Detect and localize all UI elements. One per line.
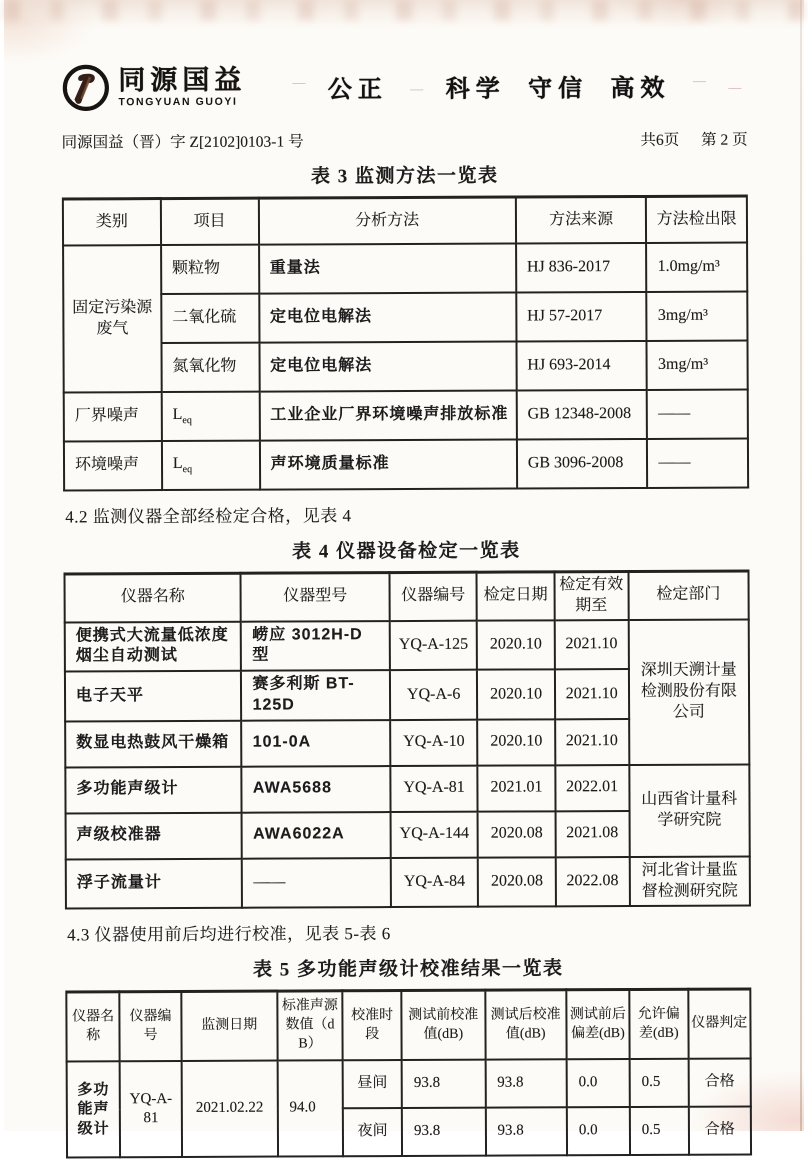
header-cell: 允许偏差(dB) [629,990,688,1059]
table-row [63,341,747,393]
cell-instrument-name: 声级校准器 [66,812,243,859]
cell-code: YQ-A-81 [120,1061,182,1157]
document-sheet [4,0,808,1159]
header-cell: 仪器编号 [389,572,477,620]
cell-date: 2020.10 [478,719,555,765]
header-cell: 分析方法 [258,197,515,245]
cell-department: 深圳天溯计量检测股份有限公司 [628,619,749,765]
header-cell: 测试前校准值(dB) [401,991,485,1061]
letterhead [61,57,747,116]
cell-source: GB 3096-2008 [517,439,648,489]
table-header-row [66,989,750,1061]
header-cell: 测试前后偏差(dB) [566,990,629,1059]
cell-source: GB 12348-2008 [516,390,647,440]
cell-model: —— [242,858,391,908]
cell-valid: 2022.01 [555,765,629,811]
cell-department: 河北省计量监督检测研究院 [629,856,750,906]
cell-model: 赛多利斯 BT-125D [241,670,390,720]
header-cell: 仪器名称 [66,992,120,1061]
section-4-3: 4.3 仪器使用前后均进行校准，见表 5-表 6 [67,924,391,945]
header-cell: 检定有效期至 [554,572,628,620]
cell-code: YQ-A-144 [390,811,478,857]
cell-after: 93.8 [485,1107,567,1155]
brand-block [61,62,246,112]
cell-code: YQ-A-10 [390,719,478,765]
cell-date: 2021.01 [478,765,555,811]
table-row [63,243,747,295]
cell-after: 93.8 [485,1059,567,1107]
cell-result: 合格 [689,1107,752,1155]
sound-level-meter-calibration-table [65,988,752,1159]
cell-item: $L_{eq}$ [162,441,260,490]
cell-period: 昼间 [343,1060,402,1108]
cell-instrument-name: 多功能声级计 [67,1061,121,1157]
cell-source: HJ 836-2017 [516,243,647,293]
table-row [65,619,749,672]
slogan-shouxin: 守信 [528,74,589,102]
section-4-2: 4.2 监测仪器全部经检定合格，见表 4 [65,506,352,527]
table-header-row [65,571,749,622]
table-row [65,764,749,813]
cell-allowed: 0.5 [630,1107,689,1155]
cell-limit: 3mg/m³ [647,292,748,341]
slogan-gongzheng: 公正 [327,75,388,103]
cell-limit: —— [647,390,748,439]
table-row [64,439,748,491]
cell-standard-value: 94.0 [277,1060,343,1156]
cell-item: 颗粒物 [161,245,259,294]
cell-date: 2021.02.22 [182,1061,278,1157]
header-cell: 仪器判定 [688,989,751,1058]
monitoring-methods-table [62,195,749,492]
cell-allowed: 0.5 [629,1059,688,1107]
table-row [63,292,747,344]
scan-dash-mark: — [728,79,742,95]
cell-item: $L_{eq}$ [162,392,260,441]
table4-title: 表 4 仪器设备检定一览表 [292,540,521,563]
cell-deviation: 0.0 [567,1107,630,1155]
table-row [67,1059,751,1110]
doc-number-line [62,128,748,153]
cell-date: 2020.08 [478,857,555,907]
header-cell: 检定日期 [477,572,554,620]
cell-result: 合格 [688,1059,751,1107]
cell-code: YQ-A-125 [390,620,478,670]
cell-method: 重量法 [259,244,516,294]
cell-model: 崂应 3012H-D 型 [241,621,390,671]
header-cell: 仪器名称 [65,573,242,622]
cell-date: 2020.10 [477,620,554,670]
cell-model: AWA5688 [242,766,391,813]
cell-deviation: 0.0 [567,1059,630,1107]
cell-model: 101-0A [242,720,391,767]
cell-source: HJ 57-2017 [516,292,647,342]
tongyuan-guoyi-logo-icon [61,63,110,112]
brand-text [118,66,246,108]
slogan-row [292,67,747,104]
cell-category: 厂界噪声 [64,392,162,441]
cell-before: 93.8 [402,1108,486,1156]
cell-valid: 2021.10 [555,669,629,719]
header-cell: 项目 [161,198,259,245]
header-cell: 方法来源 [516,196,647,243]
instrument-verification-table [63,569,750,909]
header-cell: 测试后校准值(dB) [485,990,567,1060]
header-cell: 仪器型号 [241,573,390,622]
cell-valid: 2022.08 [555,857,629,907]
cell-instrument-name: 便携式大流量低浓度烟尘自动测试 [65,621,242,671]
table-header-row [63,196,747,245]
table-row [64,390,748,442]
cell-instrument-name: 浮子流量计 [66,858,243,908]
scanned-report-page [4,0,804,1140]
scan-dash-mark: — [292,74,306,90]
table5-title: 表 5 多功能声级计校准结果一览表 [252,958,564,982]
cell-limit: 3mg/m³ [647,341,748,390]
page-current: 第 2 页 [701,131,748,149]
table3-title: 表 3 监测方法一览表 [310,165,499,188]
cell-source: HJ 693-2014 [516,341,647,391]
cell-instrument-name: 电子天平 [65,671,242,721]
header-cell: 校准时段 [343,991,402,1060]
header-cell: 方法检出限 [646,196,747,243]
doc-number: 同源国益（晋）字 Z[2102]0103-1 号 [61,133,304,152]
header-cell: 仪器编号 [120,992,182,1061]
brand-name-en: TONGYUAN GUOYI [118,95,238,108]
page-total: 共6页 [640,131,680,149]
cell-department: 山西省计量科学研究院 [629,764,750,857]
cell-limit: 1.0mg/m³ [646,243,747,292]
header-cell: 类别 [63,199,161,246]
cell-before: 93.8 [402,1060,486,1108]
cell-method: 工业企业厂界环境噪声排放标准 [259,391,516,441]
cell-method: 定电位电解法 [259,293,516,343]
cell-instrument-name: 多功能声级计 [65,766,242,813]
header-cell: 监测日期 [181,991,277,1061]
page-indicator [622,128,747,151]
slogan-gaoxiao: 高效 [610,74,671,102]
slogan-kexue: 科学 [445,75,506,103]
cell-valid: 2021.10 [555,719,629,765]
scan-dash-mark: — [692,72,706,88]
brand-name-cn: 同源国益 [118,65,247,96]
cell-code: YQ-A-6 [390,670,478,720]
cell-date: 2020.08 [478,811,555,857]
cell-date: 2020.10 [477,670,554,720]
cell-limit: —— [647,439,748,488]
header-cell: 标准声源数值（dB） [277,991,343,1060]
cell-item: 氮氧化物 [161,343,259,392]
cell-instrument-name: 数显电热鼓风干燥箱 [65,720,242,767]
cell-method: 声环境质量标准 [260,440,517,490]
table-row [66,856,750,909]
header-cell: 检定部门 [628,571,749,620]
cell-model: AWA6022A [242,812,391,859]
cell-valid: 2021.10 [554,620,628,670]
cell-method: 定电位电解法 [259,342,516,392]
cell-category: 固定污染源废气 [63,245,161,392]
cell-valid: 2021.08 [555,811,629,857]
cell-code: YQ-A-81 [390,765,478,811]
cell-category: 环境噪声 [64,441,162,490]
scan-dash-mark: — [410,80,424,96]
cell-item: 二氧化硫 [161,294,259,343]
cell-period: 夜间 [343,1108,402,1156]
cell-code: YQ-A-84 [391,857,479,907]
